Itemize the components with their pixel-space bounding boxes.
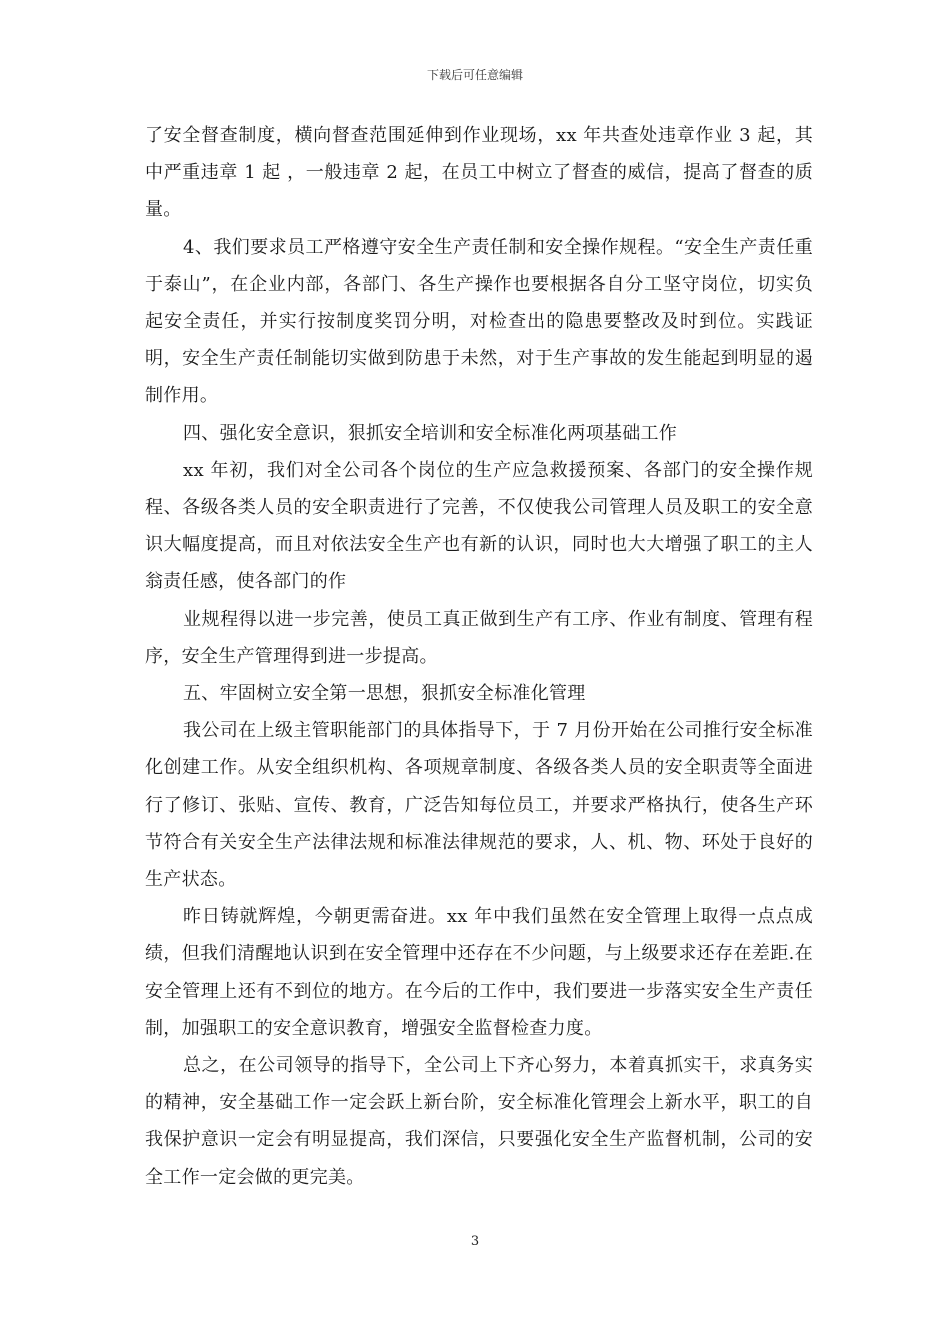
paragraph-procedures: 业规程得以进一步完善，使员工真正做到生产有工序、作业有制度、管理有程序，安全生产管理得到进一步提高。 — [145, 608, 813, 667]
paragraph-supervision: 了安全督查制度，横向督查范围延伸到作业现场，xx 年共查处违章作业 3 起，其中严重违章 1 起 ，一般违章 2 起，在员工中树立了督查的威信，提高了督查的质量。 — [145, 125, 813, 221]
paragraph-conclusion: 总之，在公司领导的指导下，全公司上下齐心努力，本着真抓实干，求真务实的精神，安全基础工作一定会跃上新台阶，安全标准化管理会上新水平，职工的自我保护意识一定会有明显提高，我们深信，只要强化安全生产监督机制，公司的安全工作一定会做的更完美。 — [145, 1055, 813, 1188]
paragraph-outlook: 昨日铸就辉煌，今朝更需奋进。xx 年中我们虽然在安全管理上取得一点点成绩，但我们清醒地认识到在安全管理中还存在不少问题，与上级要求还存在差距.在安全管理上还有不到位的地方。在今后的工作中，我们要进一步落实安全生产责任制，加强职工的安全意识教育，增强安全监督检查力度。 — [145, 906, 813, 1039]
paragraph-responsibility: 4、我们要求员工严格遵守安全生产责任制和安全操作规程。“安全生产责任重于泰山”，在企业内部，各部门、各生产操作也要根据各自分工坚守岗位，切实负起安全责任，并实行按制度奖罚分明，对检查出的隐患要整改及时到位。实践证明，安全生产责任制能切实做到防患于未然，对于生产事故的发生能起到明显的遏制作用。 — [145, 236, 813, 407]
page-header-note: 下载后可任意编辑 — [426, 68, 523, 82]
paragraph-standardization: 我公司在上级主管职能部门的具体指导下，于 7 月份开始在公司推行安全标准化创建工作。从安全组织机构、各项规章制度、各级各类人员的安全职责等全面进行了修订、张贴、宣传、教育，广泛告知每位员工，并要求严格执行，使各生产环节符合有关安全生产法律法规和标准法律规范的要求，人、机、物、环处于良好的生产状态。 — [145, 720, 813, 891]
paragraph-training: xx 年初，我们对全公司各个岗位的生产应急救援预案、各部门的安全操作规程、各级各类人员的安全职责进行了完善，不仅使我公司管理人员及职工的安全意识大幅度提高，而且对依法安全生产也有新的认识，同时也大大增强了职工的主人翁责任感，使各部门的作 — [145, 459, 813, 593]
section-heading-five: 五、牢固树立安全第一思想，狠抓安全标准化管理 — [183, 683, 586, 705]
section-heading-four: 四、强化安全意识，狠抓安全培训和安全标准化两项基础工作 — [183, 422, 678, 444]
page-number: 3 — [470, 1234, 480, 1249]
document-body — [145, 117, 813, 1196]
